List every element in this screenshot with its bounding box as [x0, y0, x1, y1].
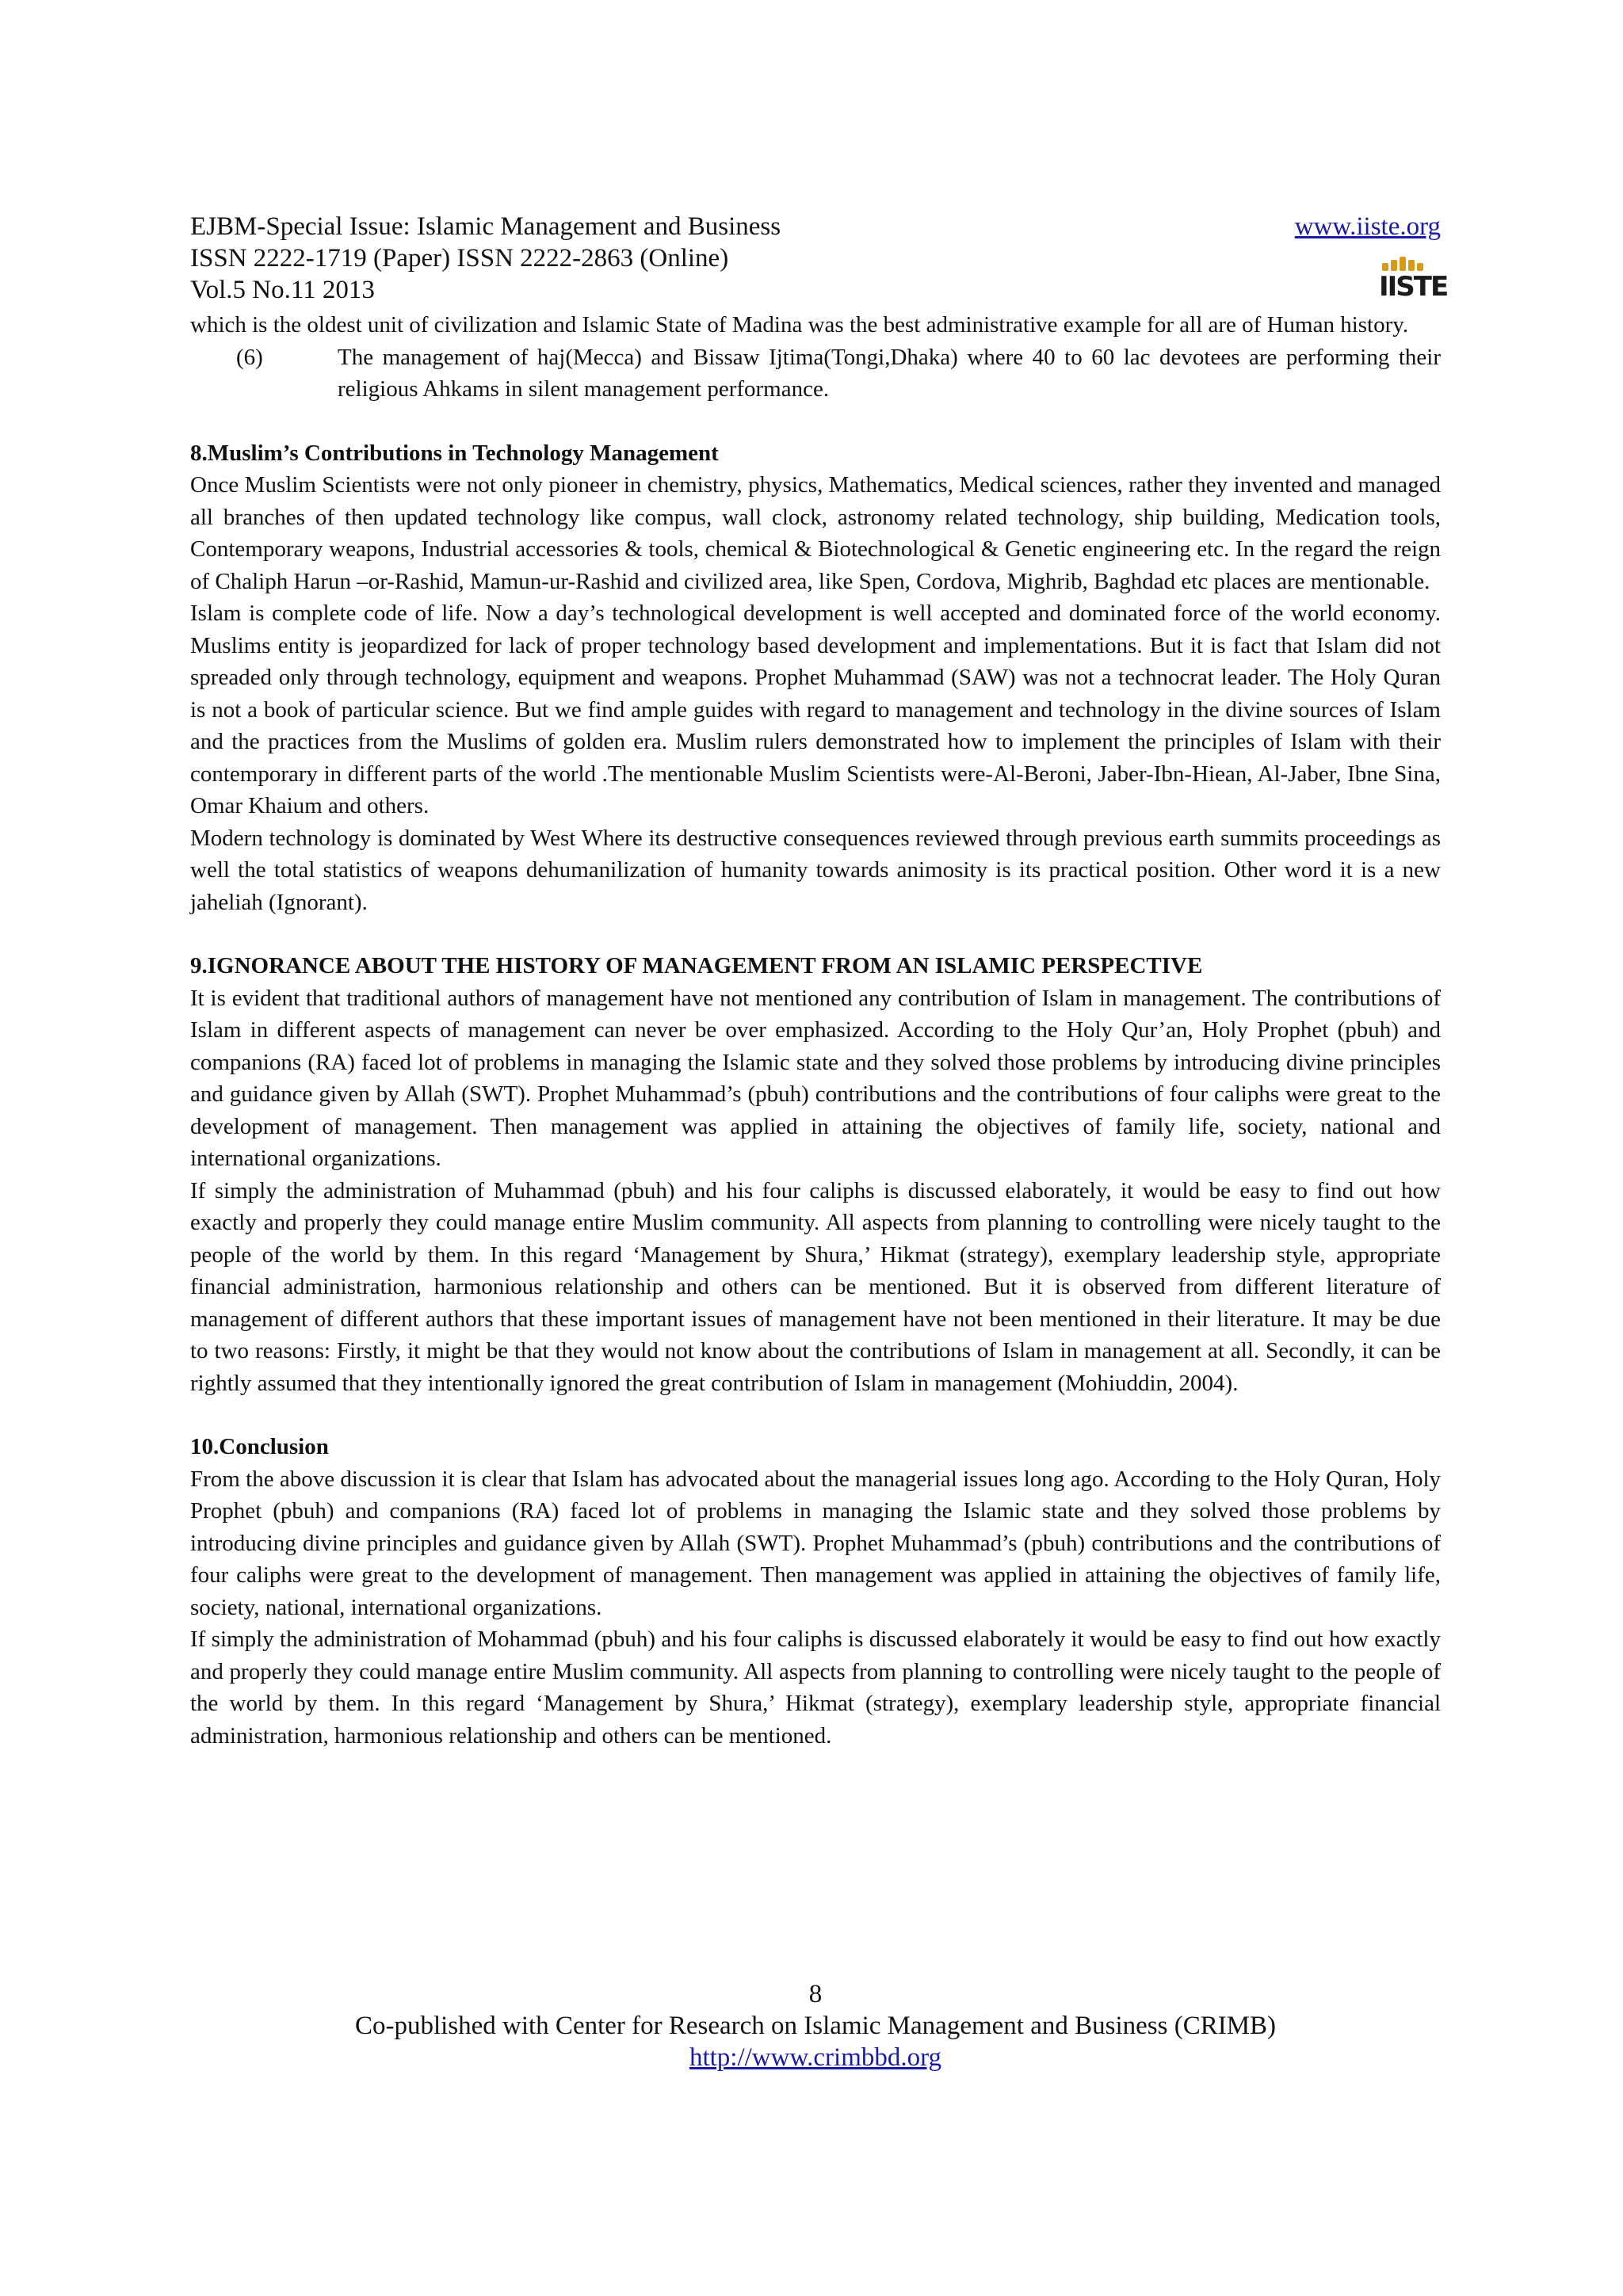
section-heading: 9.IGNORANCE ABOUT THE HISTORY OF MANAGEMENT FROM AN ISLAMIC PERSPECTIVE	[190, 953, 1203, 978]
paragraph: It is evident that traditional authors of management have not mentioned any contribution of Islam in management. The contributions of Islam in different aspects of management can never be over emphasized. According to the Holy Qur’an, Holy Prophet (pbuh) and companions (RA) faced lot of problems in managing the Islamic state and they solved those problems by introducing divine principles and guidance given by Allah (SWT). Prophet Muhammad’s (pbuh) contributions and the contributions of four caliphs were great to the development of management. Then management was applied in attaining the objectives of family life, society, national and international organizations.	[190, 985, 1441, 1171]
section-heading: 10.Conclusion	[190, 1434, 329, 1459]
section-heading: 8.Muslim’s Contributions in Technology Management	[190, 440, 719, 466]
page-footer	[190, 1978, 1441, 2073]
paragraph: Modern technology is dominated by West Where its destructive consequences reviewed through previous earth summits proceedings as well the total statistics of weapons dehumanilization of humanity towards animosity is its practical position. Other word it is a new jaheliah (Ignorant).	[190, 825, 1441, 915]
logo-drops-icon	[1382, 254, 1428, 271]
article-body	[190, 309, 1441, 1752]
iiste-logo	[1379, 254, 1448, 303]
crimb-link[interactable]: http://www.crimbbd.org	[689, 2043, 942, 2072]
paragraph: From the above discussion it is clear that Islam has advocated about the managerial issues long ago. According to the Holy Quran, Holy Prophet (pbuh) and companions (RA) faced lot of problems in managing the Islamic state and they solved those problems by introducing divine principles and guidance given by Allah (SWT). Prophet Muhammad’s (pbuh) contributions and the contributions of four caliphs were great to the development of management. Then management was applied in attaining the objectives of family life, society, national, international organizations.	[190, 1466, 1441, 1620]
page-number: 8	[808, 1980, 823, 2008]
list-item-number: (6)	[236, 344, 263, 370]
paragraph: Islam is complete code of life. Now a day’s technological development is well accepted and dominated force of the world economy. Muslims entity is jeopardized for lack of proper technology based development and implementations. But it is fact that Islam did not spreaded only through technology, equipment and weapons. Prophet Muhammad (SAW) was not a technocrat leader. The Holy Quran is not a book of particular science. But we find ample guides with regard to management and technology in the divine sources of Islam and the practices from the Muslims of golden era. Muslim rulers demonstrated how to implement the principles of Islam with their contemporary in different parts of the world .The mentionable Muslim Scientists were-Al-Beroni, Jaber-Ibn-Hiean, Al-Jaber, Ibne Sina, Omar Khaium and others.	[190, 601, 1441, 818]
list-continuation: which is the oldest unit of civilization and Islamic State of Madina was the best administrative example for all are of Human history.	[190, 312, 1409, 338]
journal-title: EJBM-Special Issue: Islamic Management and Business	[190, 212, 781, 241]
paragraph: If simply the administration of Muhammad (pbuh) and his four caliphs is discussed elaborately, it would be easy to find out how exactly and properly they could manage entire Muslim community. All aspects from planning to controlling were nicely taught to the people of the world by them. In this regard ‘Management by Shura,’ Hikmat (strategy), exemplary leadership style, appropriate financial administration, harmonious relationship and others can be mentioned. But it is observed from different literature of management of different authors that these important issues of management have not been mentioned in their literature. It may be due to two reasons: Firstly, it might be that they would not know about the contributions of Islam in management at all. Secondly, it can be rightly assumed that they intentionally ignored the great contribution of Islam in management (Mohiuddin, 2004).	[190, 1177, 1441, 1396]
page	[190, 211, 1448, 1752]
logo-text: IISTE	[1379, 271, 1448, 303]
section-ignorance-history	[190, 950, 1441, 1399]
volume-line: Vol.5 No.11 2013	[190, 276, 375, 304]
paragraph: Once Muslim Scientists were not only pioneer in chemistry, physics, Mathematics, Medical sciences, rather they invented and managed all branches of then updated technology like compus, wall clock, astronomy related technology, ship building, Medication tools, Contemporary weapons, Industrial accessories & tools, chemical & Biotechnological & Genetic engineering etc. In the regard the reign of Chaliph Harun –or-Rashid, Mamun-ur-Rashid and civilized area, like Spen, Cordova, Mighrib, Baghdad etc places are mentionable.	[190, 472, 1441, 594]
list-item-6	[190, 341, 1441, 406]
issn-line: ISSN 2222-1719 (Paper) ISSN 2222-2863 (Online)	[190, 244, 729, 273]
journal-header	[190, 211, 1448, 309]
paragraph: If simply the administration of Mohammad (pbuh) and his four caliphs is discussed elaborately it would be easy to find out how exactly and properly they could manage entire Muslim community. All aspects from planning to controlling were nicely taught to the people of the world by them. In this regard ‘Management by Shura,’ Hikmat (strategy), exemplary leadership style, appropriate financial administration, harmonious relationship and others can be mentioned.	[190, 1627, 1441, 1749]
list-item-text: The management of haj(Mecca) and Bissaw Ijtima(Tongi,Dhaka) where 40 to 60 lac devotees are performing their religious Ahkams in silent management performance.	[338, 344, 1441, 402]
section-conclusion	[190, 1431, 1441, 1752]
copublished-line: Co-published with Center for Research on Islamic Management and Business (CRIMB)	[354, 2012, 1277, 2040]
journal-url-link[interactable]: www.iiste.org	[1294, 212, 1441, 241]
section-technology-management	[190, 437, 1441, 919]
